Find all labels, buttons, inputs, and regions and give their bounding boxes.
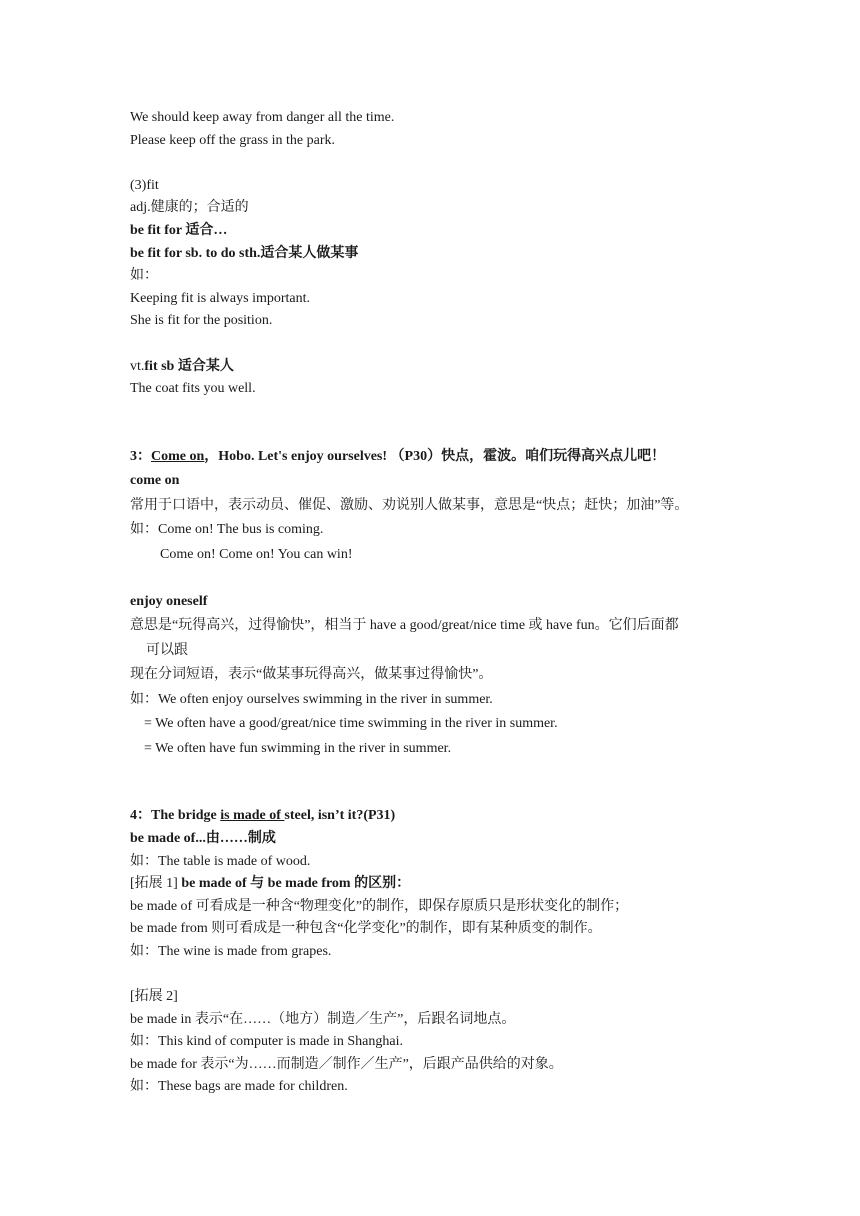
example-label: 如： <box>130 1079 158 1095</box>
example-sentence: This kind of computer is made in Shanghai. <box>158 1034 403 1050</box>
explanation-text: be made from 则可看成是一种包含“化学变化”的制作，即有某种质变的制作。 <box>130 921 602 937</box>
extension-label: [拓展 1] <box>130 876 182 892</box>
phrase-be-fit-for-sb: be fit for sb. to do sth.适合某人做某事 <box>130 245 359 261</box>
phrase-enjoy-oneself: enjoy oneself <box>130 593 208 609</box>
explanation-text: 常用于口语中，表示动员、催促、激励、劝说别人做某事，意思是“快点；赶快；加油”等。 <box>130 497 689 513</box>
section-number: 4： <box>130 808 151 824</box>
explanation-text: be made in 表示“在……（地方）制造／生产”，后跟名词地点。 <box>130 1011 516 1027</box>
extension-title: be made of 与 be made from 的区别： <box>181 876 411 892</box>
example-sentence: = We often have fun swimming in the river in summer. <box>144 740 452 756</box>
section-title-4 <box>130 805 750 828</box>
example-sentence: = We often have a good/great/nice time swimming in the river in summer. <box>144 716 558 732</box>
example-sentence: Come on! Come on! You can win! <box>160 546 353 562</box>
explanation-text: be made of 可看成是一种含“物理变化”的制作，即保存原质只是形状变化的制作； <box>130 898 629 914</box>
section-heading-fit: (3)fit <box>130 177 159 193</box>
example-sentence: These bags are made for children. <box>158 1079 348 1095</box>
example-sentence: The coat fits you well. <box>130 381 256 397</box>
example-sentence: We should keep away from danger all the time. <box>130 110 395 125</box>
definition-adj: adj.健康的；合适的 <box>130 200 249 216</box>
example-line <box>130 518 750 543</box>
section-number: 3： <box>130 448 151 464</box>
phrase-come-on: come on <box>130 473 180 489</box>
example-label: 如： <box>130 522 158 538</box>
phrase-be-made-of: be made of...由……制成 <box>130 830 276 846</box>
example-sentence: Come on! The bus is coming. <box>158 522 324 538</box>
extension-2-heading: [拓展 2] <box>130 989 178 1005</box>
example-line <box>130 941 750 964</box>
example-line <box>130 1031 750 1054</box>
explanation-text: 现在分词短语，表示“做某事玩得高兴，做某事过得愉快”。 <box>130 667 493 683</box>
definition-vt <box>130 356 750 379</box>
explanation-text: be made for 表示“为……而制造／制作／生产”，后跟产品供给的对象。 <box>130 1056 563 1072</box>
example-sentence: The table is made of wood. <box>158 853 311 869</box>
example-line <box>130 688 750 713</box>
phrase-be-fit-for: be fit for 适合… <box>130 222 228 238</box>
underlined-phrase: is made of <box>220 808 285 824</box>
document-page <box>130 107 750 1099</box>
example-sentence: She is fit for the position. <box>130 313 273 329</box>
vt-phrase: fit sb 适合某人 <box>144 358 234 374</box>
example-label: 如： <box>130 691 158 707</box>
example-label: 如： <box>130 1034 158 1050</box>
example-line <box>130 1076 750 1099</box>
extension-1-heading <box>130 873 750 896</box>
underlined-phrase: Come on <box>151 448 205 464</box>
explanation-text: 意思是“玩得高兴，过得愉快”，相当于 have a good/great/nice time 或 have fun。它们后面都 <box>130 618 679 634</box>
section-title-text: ，Hobo. Let's enjoy ourselves! （P30）快点，霍波。咱们玩得高兴点儿吧！ <box>204 448 666 464</box>
example-label: 如： <box>130 268 158 284</box>
explanation-text: 可以跟 <box>146 642 188 658</box>
example-label: 如： <box>130 853 158 869</box>
example-sentence: The wine is made from grapes. <box>158 943 332 959</box>
section-title-3 <box>130 445 750 470</box>
example-sentence: Please keep off the grass in the park. <box>130 132 336 148</box>
section-title-text: steel, isn’t it?(P31) <box>284 808 396 824</box>
example-sentence: We often enjoy ourselves swimming in the river in summer. <box>158 691 493 707</box>
example-line <box>130 851 750 874</box>
example-label: 如： <box>130 943 158 959</box>
vt-prefix: vt. <box>130 358 145 374</box>
example-sentence: Keeping fit is always important. <box>130 290 311 306</box>
section-title-text: The bridge <box>151 808 221 824</box>
